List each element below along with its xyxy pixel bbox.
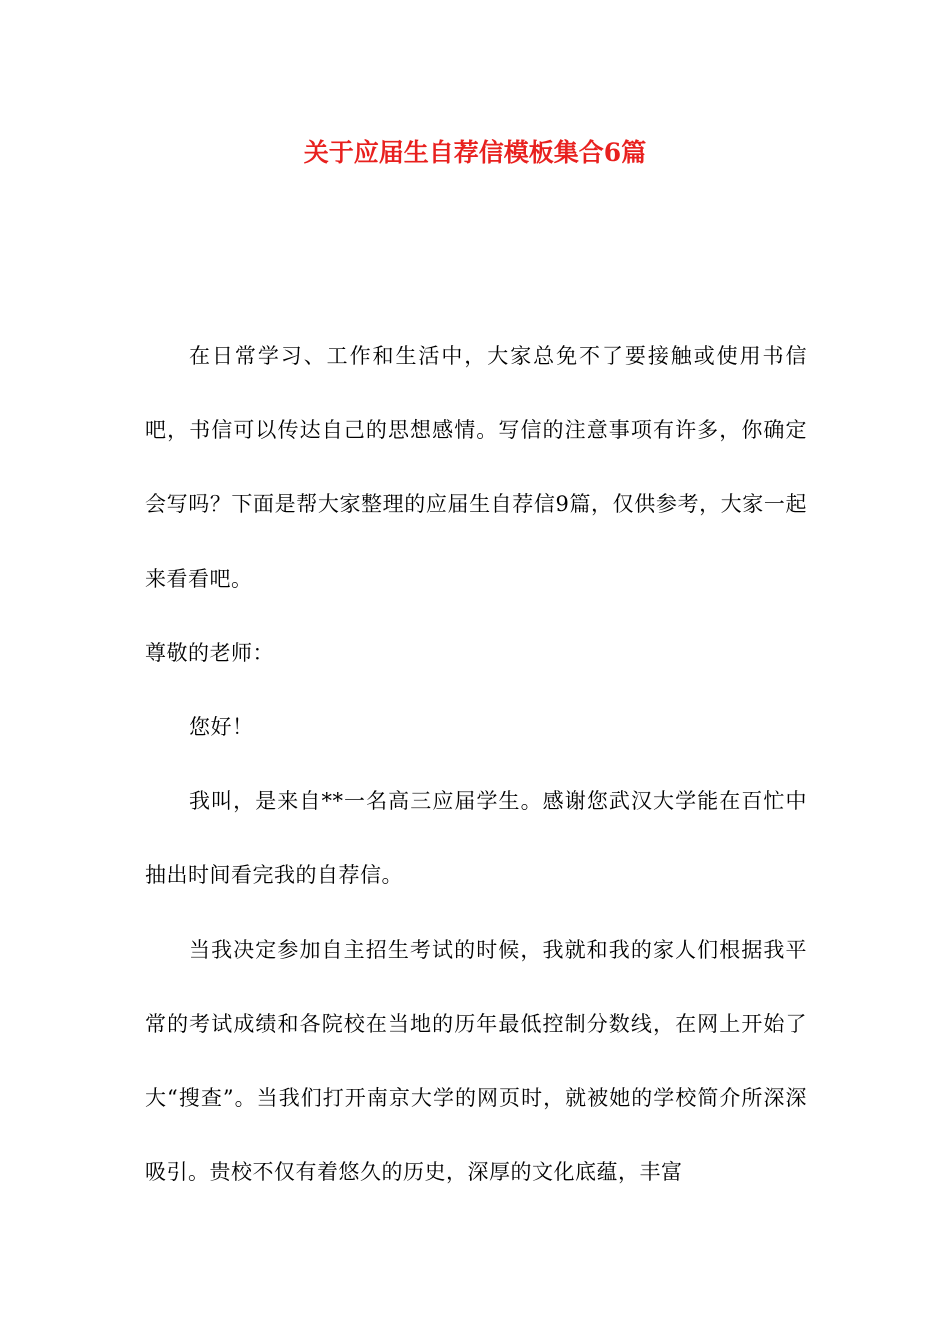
greeting: 您好！ <box>189 715 254 740</box>
letter-paragraph: 当我决定参加自主招生考试的时候，我就和我的家人们根据我平常的考试成绩和各院校在当地的历年最低控制分数线，在网上开始了大“搜查”。当我们打开南京大学的网页时，就被她的学校简介所深深吸引。贵校不仅有着悠久的历史，深厚的文化底蕴，丰富 <box>145 937 807 1185</box>
salutation: 尊敬的老师： <box>145 640 274 665</box>
document-body <box>145 319 807 1209</box>
letter-paragraph: 我叫，是来自**一名高三应届学生。感谢您武汉大学能在百忙中抽出时间看完我的自荐信。 <box>145 789 807 888</box>
document-title: 关于应届生自荐信模板集合6篇 <box>303 138 647 167</box>
intro-paragraph: 在日常学习、工作和生活中，大家总免不了要接触或使用书信吧，书信可以传达自己的思想感情。写信的注意事项有许多，你确定会写吗？下面是帮大家整理的应届生自荐信9篇，仅供参考，大家一起来看看吧。 <box>145 344 807 591</box>
